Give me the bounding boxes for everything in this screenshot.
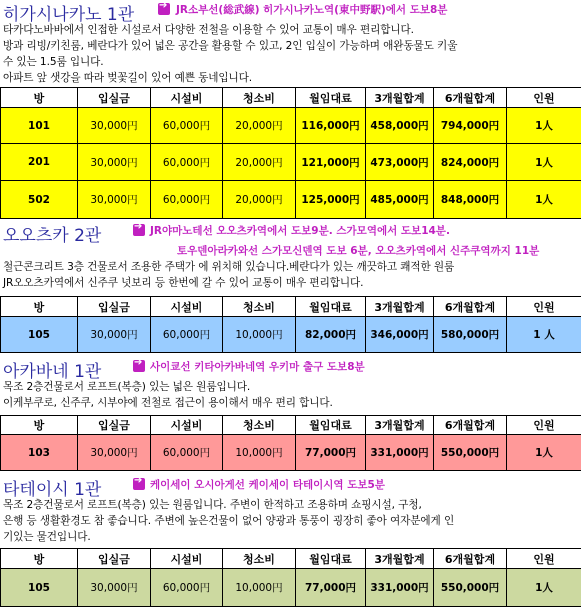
- table-row: [1, 435, 581, 471]
- cell: 580,000円: [434, 317, 507, 353]
- cell: 121,000円: [296, 144, 366, 181]
- header-deposit: 입실금: [78, 549, 151, 569]
- header-3month: 3개월합계: [366, 297, 434, 317]
- header-room: 방: [1, 88, 78, 108]
- header-deposit: 입실금: [78, 88, 151, 108]
- section-title: 타테이시 1관: [3, 480, 102, 500]
- price-table-akabane: [0, 415, 581, 471]
- cell: 30,000円: [78, 108, 151, 144]
- cell-room: 502: [1, 181, 78, 219]
- cell: 794,000円: [434, 108, 507, 144]
- header-persons: 인원: [507, 416, 581, 435]
- table-row: [1, 108, 581, 144]
- table-header: [1, 416, 581, 435]
- table-header: [1, 88, 581, 108]
- price-table-otsuka: [0, 296, 581, 353]
- header-rent: 월임대료: [296, 549, 366, 569]
- header-cleaning: 청소비: [223, 297, 296, 317]
- header-room: 방: [1, 416, 78, 435]
- cell: 473,000円: [366, 144, 434, 181]
- cell: 485,000円: [366, 181, 434, 219]
- desc-line: JR오오츠카역에서 신주쿠 넛보리 등 한번에 갈 수 있어 교통이 매우 편리합니다.: [3, 277, 364, 289]
- cell: 82,000円: [296, 317, 366, 353]
- cell: 20,000円: [223, 181, 296, 219]
- section-subtitle: JR야마노테선 오오츠카역에서 도보9분. 스가모역에서 도보14분.: [150, 225, 450, 237]
- arrow-icon: [133, 360, 145, 372]
- header-3month: 3개월합계: [366, 549, 434, 569]
- header-room: 방: [1, 549, 78, 569]
- cell: 10,000円: [223, 317, 296, 353]
- cell: 1人: [507, 181, 581, 219]
- cell: 1 人: [507, 317, 581, 353]
- section-subtitle: JR소부선(総武線) 히가시나카노역(東中野駅)에서 도보8분: [176, 4, 448, 16]
- header-6month: 6개월합계: [434, 297, 507, 317]
- header-6month: 6개월합계: [434, 416, 507, 435]
- section-title: 오오츠카 2관: [3, 226, 102, 246]
- table-header: [1, 297, 581, 317]
- section-otsuka: [0, 221, 581, 291]
- header-facility: 시설비: [151, 88, 223, 108]
- header-facility: 시설비: [151, 416, 223, 435]
- cell: 60,000円: [151, 181, 223, 219]
- cell: 77,000円: [296, 569, 366, 607]
- header-persons: 인원: [507, 88, 581, 108]
- desc-line: 기있는 물건입니다.: [3, 531, 91, 543]
- section-tateishi: [0, 475, 581, 545]
- cell: 20,000円: [223, 108, 296, 144]
- section-subtitle: 사이쿄선 키타아카바네역 우키마 출구 도보8분: [150, 361, 365, 373]
- header-3month: 3개월합계: [366, 88, 434, 108]
- table-row: [1, 569, 581, 607]
- cell-room: 201: [1, 144, 78, 181]
- cell: 1人: [507, 144, 581, 181]
- cell: 1人: [507, 108, 581, 144]
- cell: 1人: [507, 569, 581, 607]
- cell: 60,000円: [151, 108, 223, 144]
- price-table-higashinakano: [0, 87, 581, 219]
- cell: 125,000円: [296, 181, 366, 219]
- header-cleaning: 청소비: [223, 88, 296, 108]
- header-cleaning: 청소비: [223, 416, 296, 435]
- cell-room: 105: [1, 317, 78, 353]
- section-title: 아카바네 1관: [3, 362, 102, 382]
- arrow-icon: [133, 478, 145, 490]
- cell: 331,000円: [366, 569, 434, 607]
- header-rent: 월임대료: [296, 88, 366, 108]
- section-title: 히가시나카노 1관: [3, 5, 135, 25]
- cell: 10,000円: [223, 435, 296, 471]
- cell: 346,000円: [366, 317, 434, 353]
- cell: 30,000円: [78, 435, 151, 471]
- cell: 60,000円: [151, 144, 223, 181]
- cell: 331,000円: [366, 435, 434, 471]
- section-akabane: [0, 357, 581, 411]
- cell: 550,000円: [434, 435, 507, 471]
- cell: 60,000円: [151, 435, 223, 471]
- desc-line: 아파트 앞 샛강을 따라 벚꽃길이 있어 예쁜 동네입니다.: [3, 72, 253, 84]
- arrow-icon: [133, 224, 145, 236]
- desc-line: 철근콘크리트 3층 건물로서 조용한 주택가 에 위치해 있습니다.베란다가 있는 깨끗하고 쾌적한 원룸: [3, 261, 455, 273]
- cell: 60,000円: [151, 569, 223, 607]
- cell: 550,000円: [434, 569, 507, 607]
- table-row: [1, 181, 581, 219]
- cell-room: 105: [1, 569, 78, 607]
- desc-line: 타카다노바바에서 인접한 시설로서 다양한 전철을 이용할 수 있어 교통이 매우 편리합니다.: [3, 24, 414, 36]
- header-cleaning: 청소비: [223, 549, 296, 569]
- desc-line: 은행 등 생활환경도 참 좋습니다. 주변에 높은건물이 없어 양광과 통풍이 굉장히 좋아 여자분에게 인: [3, 515, 455, 527]
- header-6month: 6개월합계: [434, 549, 507, 569]
- cell: 77,000円: [296, 435, 366, 471]
- header-deposit: 입실금: [78, 297, 151, 317]
- price-table-tateishi: [0, 548, 581, 607]
- desc-line: 수 있는 1.5룸 입니다.: [3, 56, 104, 68]
- section-subtitle: 케이세이 오시아게선 케이세이 타테이시역 도보5분: [150, 479, 385, 491]
- cell: 824,000円: [434, 144, 507, 181]
- cell: 30,000円: [78, 144, 151, 181]
- header-facility: 시설비: [151, 297, 223, 317]
- cell: 30,000円: [78, 569, 151, 607]
- cell-room: 103: [1, 435, 78, 471]
- cell: 60,000円: [151, 317, 223, 353]
- cell: 1人: [507, 435, 581, 471]
- desc-line: 목조 2층건물로서 로프트(복층) 있는 넓은 원룸입니다.: [3, 381, 251, 393]
- arrow-icon: [158, 3, 170, 15]
- table-header: [1, 549, 581, 569]
- cell: 116,000円: [296, 108, 366, 144]
- cell: 30,000円: [78, 317, 151, 353]
- desc-line: 방과 리빙/키친룸, 베란다가 있어 넓은 공간을 활용할 수 있고, 2인 입실이 가능하며 애완동물도 키울: [3, 40, 458, 52]
- section-subtitle-extra: 토우덴아라카와선 스가모신덴역 도보 6분, 오오츠카역에서 신주쿠역까지 11분: [177, 245, 540, 257]
- section-title-row: [0, 221, 581, 246]
- header-persons: 인원: [507, 549, 581, 569]
- table-row: [1, 317, 581, 353]
- header-facility: 시설비: [151, 549, 223, 569]
- cell: 30,000円: [78, 181, 151, 219]
- section-higashinakano: [0, 0, 581, 86]
- table-row: [1, 144, 581, 181]
- cell: 848,000円: [434, 181, 507, 219]
- header-persons: 인원: [507, 297, 581, 317]
- header-deposit: 입실금: [78, 416, 151, 435]
- header-rent: 월임대료: [296, 416, 366, 435]
- header-6month: 6개월합계: [434, 88, 507, 108]
- section-title-row: [0, 475, 581, 500]
- section-title-row: [0, 0, 581, 25]
- cell-room: 101: [1, 108, 78, 144]
- cell: 20,000円: [223, 144, 296, 181]
- header-rent: 월임대료: [296, 297, 366, 317]
- desc-line: 목조 2층건물로서 로프트(복층) 있는 원룸입니다. 주변이 한적하고 조용하며 쇼핑시설, 구청,: [3, 499, 422, 511]
- header-room: 방: [1, 297, 78, 317]
- cell: 458,000円: [366, 108, 434, 144]
- section-title-row: [0, 357, 581, 382]
- desc-line: 이케부쿠로, 신주쿠, 시부야에 전철로 접근이 용이해서 매우 편리 합니다.: [3, 397, 333, 409]
- header-3month: 3개월합계: [366, 416, 434, 435]
- cell: 10,000円: [223, 569, 296, 607]
